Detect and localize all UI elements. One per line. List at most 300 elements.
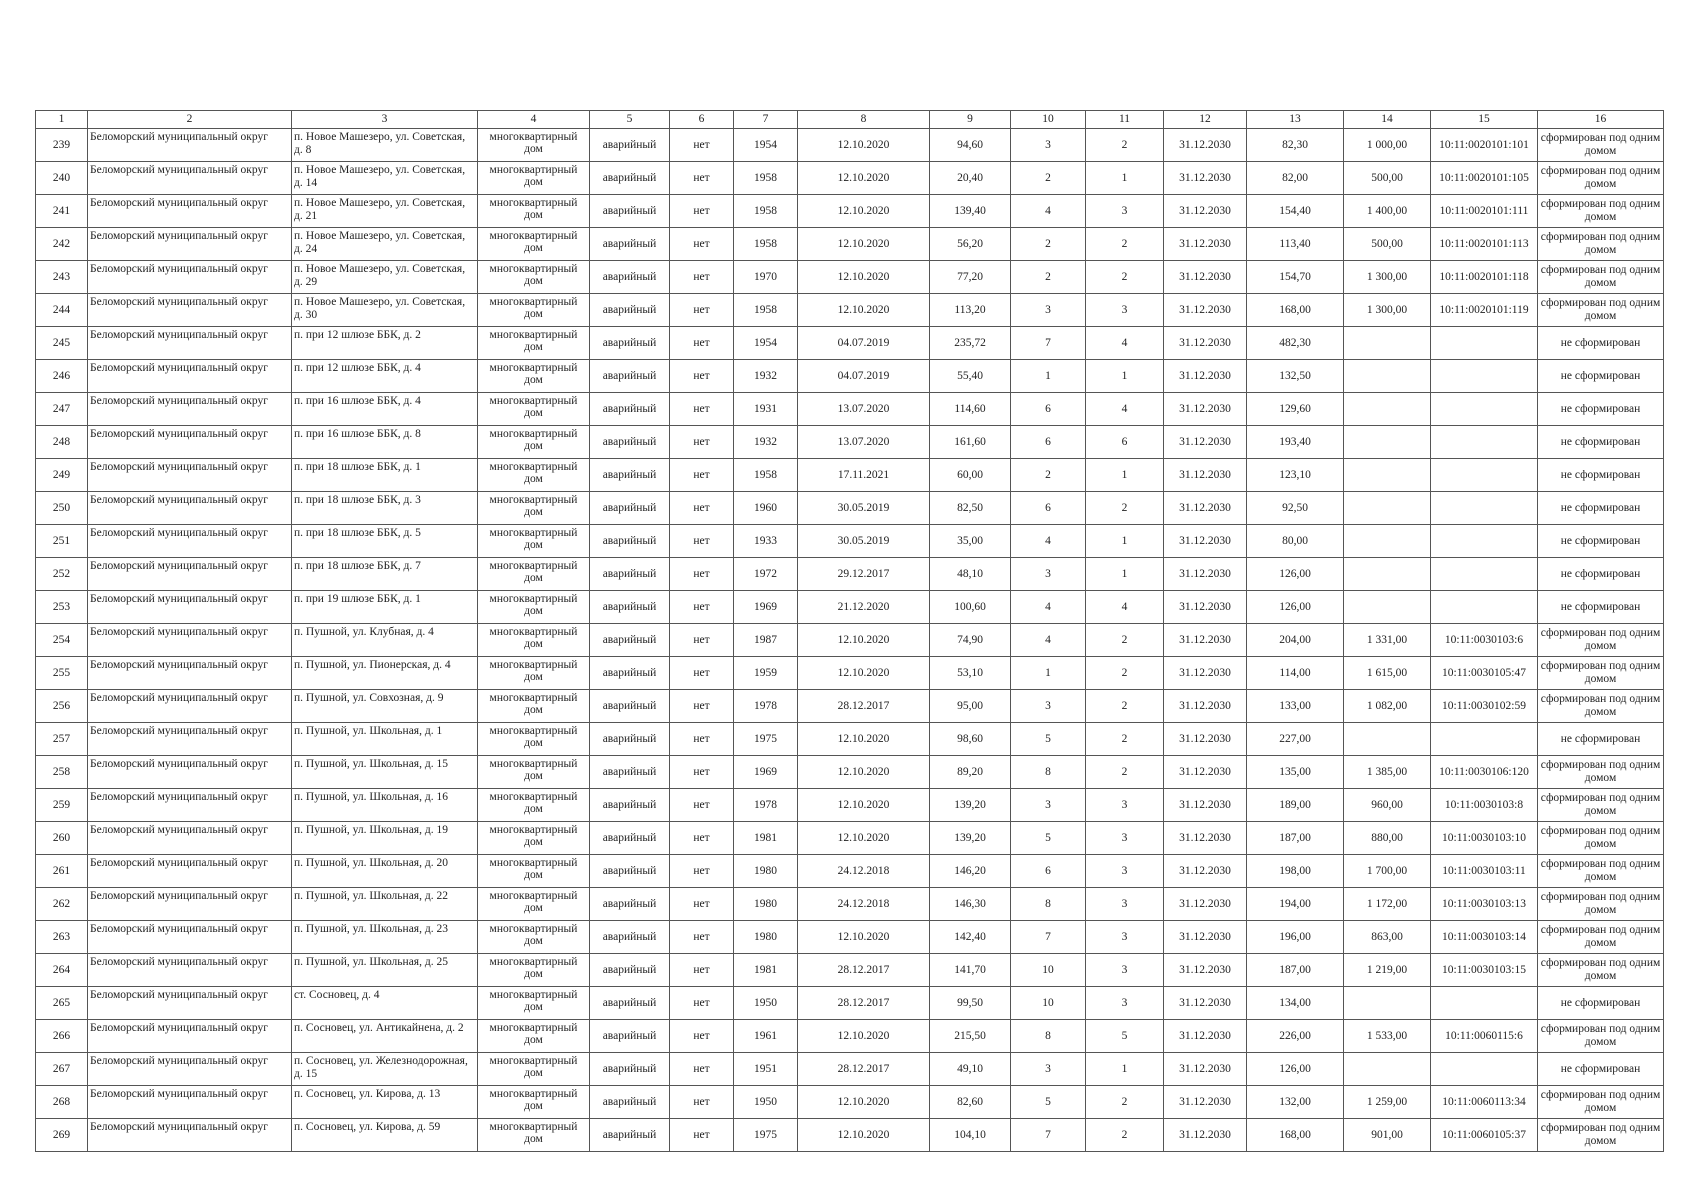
municipal-district-cell: Беломорский муниципальный округ <box>88 591 292 624</box>
recognition-date-cell: 12.10.2020 <box>798 756 930 789</box>
table-row <box>36 1053 1664 1086</box>
flag-cell: нет <box>670 558 734 591</box>
flag-cell: нет <box>670 1020 734 1053</box>
house-type-cell: многоквартирный дом <box>478 822 590 855</box>
house-type-cell: многоквартирный дом <box>478 327 590 360</box>
area-cell: 139,20 <box>930 822 1011 855</box>
rooms-cell: 3 <box>1086 954 1164 987</box>
flag-cell: нет <box>670 690 734 723</box>
row-number-cell: 263 <box>36 921 88 954</box>
cadastral-number-cell <box>1431 987 1538 1020</box>
residents-cell: 5 <box>1011 723 1086 756</box>
row-number-cell: 258 <box>36 756 88 789</box>
residents-cell: 8 <box>1011 1020 1086 1053</box>
area-cell: 20,40 <box>930 162 1011 195</box>
cadastral-number-cell: 10:11:0020101:113 <box>1431 228 1538 261</box>
municipal-district-cell: Беломорский муниципальный округ <box>88 393 292 426</box>
flag-cell: нет <box>670 195 734 228</box>
land-area-cell: 1 700,00 <box>1344 855 1431 888</box>
flag-cell: нет <box>670 657 734 690</box>
condition-cell: аварийный <box>590 162 670 195</box>
residents-cell: 8 <box>1011 756 1086 789</box>
area-cell: 94,60 <box>930 129 1011 162</box>
recognition-date-cell: 04.07.2019 <box>798 360 930 393</box>
house-type-cell: многоквартирный дом <box>478 228 590 261</box>
land-area-cell: 880,00 <box>1344 822 1431 855</box>
build-year-cell: 1932 <box>734 426 798 459</box>
condition-cell: аварийный <box>590 789 670 822</box>
address-cell: п. Новое Машезеро, ул. Советская, д. 8 <box>292 129 478 162</box>
land-status-cell: не сформирован <box>1538 492 1664 525</box>
table-row <box>36 327 1664 360</box>
residents-cell: 5 <box>1011 1086 1086 1119</box>
resettlement-deadline-cell: 31.12.2030 <box>1164 162 1247 195</box>
table-row <box>36 393 1664 426</box>
land-status-cell: сформирован под одним домом <box>1538 888 1664 921</box>
row-number-cell: 243 <box>36 261 88 294</box>
land-area-cell: 1 331,00 <box>1344 624 1431 657</box>
table-row <box>36 261 1664 294</box>
condition-cell: аварийный <box>590 756 670 789</box>
municipal-district-cell: Беломорский муниципальный округ <box>88 492 292 525</box>
land-status-cell: не сформирован <box>1538 525 1664 558</box>
cadastral-number-cell: 10:11:0030106:120 <box>1431 756 1538 789</box>
condition-cell: аварийный <box>590 294 670 327</box>
house-type-cell: многоквартирный дом <box>478 1020 590 1053</box>
area-cell: 48,10 <box>930 558 1011 591</box>
municipal-district-cell: Беломорский муниципальный округ <box>88 855 292 888</box>
municipal-district-cell: Беломорский муниципальный округ <box>88 657 292 690</box>
row-number-cell: 251 <box>36 525 88 558</box>
recognition-date-cell: 30.05.2019 <box>798 492 930 525</box>
recognition-date-cell: 12.10.2020 <box>798 294 930 327</box>
column-header: 4 <box>478 111 590 129</box>
recognition-date-cell: 04.07.2019 <box>798 327 930 360</box>
build-year-cell: 1987 <box>734 624 798 657</box>
row-number-cell: 267 <box>36 1053 88 1086</box>
flag-cell: нет <box>670 294 734 327</box>
house-type-cell: многоквартирный дом <box>478 459 590 492</box>
table-row <box>36 888 1664 921</box>
build-year-cell: 1950 <box>734 1086 798 1119</box>
row-number-cell: 249 <box>36 459 88 492</box>
row-number-cell: 242 <box>36 228 88 261</box>
total-area-cell: 80,00 <box>1247 525 1344 558</box>
condition-cell: аварийный <box>590 1053 670 1086</box>
flag-cell: нет <box>670 954 734 987</box>
land-area-cell <box>1344 1053 1431 1086</box>
total-area-cell: 114,00 <box>1247 657 1344 690</box>
house-type-cell: многоквартирный дом <box>478 855 590 888</box>
table-row <box>36 987 1664 1020</box>
address-cell: п. Пушной, ул. Школьная, д. 20 <box>292 855 478 888</box>
row-number-cell: 246 <box>36 360 88 393</box>
cadastral-number-cell <box>1431 360 1538 393</box>
rooms-cell: 2 <box>1086 1119 1164 1152</box>
recognition-date-cell: 12.10.2020 <box>798 1020 930 1053</box>
row-number-cell: 239 <box>36 129 88 162</box>
land-status-cell: сформирован под одним домом <box>1538 261 1664 294</box>
land-status-cell: не сформирован <box>1538 459 1664 492</box>
total-area-cell: 132,00 <box>1247 1086 1344 1119</box>
land-area-cell: 1 300,00 <box>1344 261 1431 294</box>
build-year-cell: 1978 <box>734 690 798 723</box>
row-number-cell: 264 <box>36 954 88 987</box>
house-type-cell: многоквартирный дом <box>478 393 590 426</box>
row-number-cell: 253 <box>36 591 88 624</box>
cadastral-number-cell <box>1431 492 1538 525</box>
area-cell: 74,90 <box>930 624 1011 657</box>
table-row <box>36 690 1664 723</box>
area-cell: 99,50 <box>930 987 1011 1020</box>
resettlement-deadline-cell: 31.12.2030 <box>1164 129 1247 162</box>
land-status-cell: сформирован под одним домом <box>1538 954 1664 987</box>
flag-cell: нет <box>670 888 734 921</box>
area-cell: 139,20 <box>930 789 1011 822</box>
total-area-cell: 126,00 <box>1247 1053 1344 1086</box>
row-number-cell: 260 <box>36 822 88 855</box>
land-area-cell <box>1344 723 1431 756</box>
house-type-cell: многоквартирный дом <box>478 723 590 756</box>
land-area-cell: 960,00 <box>1344 789 1431 822</box>
total-area-cell: 187,00 <box>1247 954 1344 987</box>
house-type-cell: многоквартирный дом <box>478 1119 590 1152</box>
build-year-cell: 1970 <box>734 261 798 294</box>
address-cell: п. при 12 шлюзе ББК, д. 2 <box>292 327 478 360</box>
total-area-cell: 133,00 <box>1247 690 1344 723</box>
house-type-cell: многоквартирный дом <box>478 261 590 294</box>
area-cell: 113,20 <box>930 294 1011 327</box>
municipal-district-cell: Беломорский муниципальный округ <box>88 624 292 657</box>
condition-cell: аварийный <box>590 624 670 657</box>
total-area-cell: 198,00 <box>1247 855 1344 888</box>
resettlement-deadline-cell: 31.12.2030 <box>1164 657 1247 690</box>
build-year-cell: 1932 <box>734 360 798 393</box>
resettlement-deadline-cell: 31.12.2030 <box>1164 558 1247 591</box>
row-number-cell: 244 <box>36 294 88 327</box>
municipal-district-cell: Беломорский муниципальный округ <box>88 228 292 261</box>
recognition-date-cell: 12.10.2020 <box>798 162 930 195</box>
land-area-cell: 1 385,00 <box>1344 756 1431 789</box>
condition-cell: аварийный <box>590 195 670 228</box>
build-year-cell: 1975 <box>734 1119 798 1152</box>
land-area-cell <box>1344 525 1431 558</box>
recognition-date-cell: 12.10.2020 <box>798 723 930 756</box>
address-cell: п. Сосновец, ул. Железнодорожная, д. 15 <box>292 1053 478 1086</box>
row-number-cell: 262 <box>36 888 88 921</box>
house-type-cell: многоквартирный дом <box>478 1086 590 1119</box>
land-status-cell: не сформирован <box>1538 591 1664 624</box>
row-number-cell: 269 <box>36 1119 88 1152</box>
residents-cell: 7 <box>1011 1119 1086 1152</box>
column-header: 2 <box>88 111 292 129</box>
area-cell: 82,60 <box>930 1086 1011 1119</box>
build-year-cell: 1969 <box>734 591 798 624</box>
recognition-date-cell: 12.10.2020 <box>798 921 930 954</box>
row-number-cell: 261 <box>36 855 88 888</box>
rooms-cell: 3 <box>1086 822 1164 855</box>
house-type-cell: многоквартирный дом <box>478 789 590 822</box>
recognition-date-cell: 28.12.2017 <box>798 690 930 723</box>
housing-table <box>35 110 1664 1152</box>
area-cell: 53,10 <box>930 657 1011 690</box>
land-status-cell: сформирован под одним домом <box>1538 1086 1664 1119</box>
municipal-district-cell: Беломорский муниципальный округ <box>88 789 292 822</box>
cadastral-number-cell <box>1431 459 1538 492</box>
land-area-cell <box>1344 426 1431 459</box>
flag-cell: нет <box>670 1053 734 1086</box>
rooms-cell: 2 <box>1086 756 1164 789</box>
recognition-date-cell: 28.12.2017 <box>798 1053 930 1086</box>
area-cell: 141,70 <box>930 954 1011 987</box>
build-year-cell: 1958 <box>734 294 798 327</box>
row-number-cell: 255 <box>36 657 88 690</box>
house-type-cell: многоквартирный дом <box>478 591 590 624</box>
build-year-cell: 1978 <box>734 789 798 822</box>
land-status-cell: сформирован под одним домом <box>1538 789 1664 822</box>
resettlement-deadline-cell: 31.12.2030 <box>1164 822 1247 855</box>
recognition-date-cell: 12.10.2020 <box>798 129 930 162</box>
municipal-district-cell: Беломорский муниципальный округ <box>88 921 292 954</box>
resettlement-deadline-cell: 31.12.2030 <box>1164 1086 1247 1119</box>
cadastral-number-cell: 10:11:0060113:34 <box>1431 1086 1538 1119</box>
house-type-cell: многоквартирный дом <box>478 162 590 195</box>
land-area-cell: 863,00 <box>1344 921 1431 954</box>
house-type-cell: многоквартирный дом <box>478 624 590 657</box>
land-status-cell: сформирован под одним домом <box>1538 228 1664 261</box>
rooms-cell: 2 <box>1086 1086 1164 1119</box>
rooms-cell: 3 <box>1086 921 1164 954</box>
flag-cell: нет <box>670 822 734 855</box>
table-row <box>36 657 1664 690</box>
cadastral-number-cell: 10:11:0060105:37 <box>1431 1119 1538 1152</box>
land-area-cell <box>1344 393 1431 426</box>
flag-cell: нет <box>670 1119 734 1152</box>
row-number-cell: 254 <box>36 624 88 657</box>
address-cell: п. Пушной, ул. Клубная, д. 4 <box>292 624 478 657</box>
residents-cell: 2 <box>1011 261 1086 294</box>
total-area-cell: 227,00 <box>1247 723 1344 756</box>
recognition-date-cell: 29.12.2017 <box>798 558 930 591</box>
table-row <box>36 822 1664 855</box>
land-area-cell <box>1344 591 1431 624</box>
cadastral-number-cell: 10:11:0030103:14 <box>1431 921 1538 954</box>
row-number-cell: 241 <box>36 195 88 228</box>
condition-cell: аварийный <box>590 393 670 426</box>
build-year-cell: 1958 <box>734 162 798 195</box>
area-cell: 235,72 <box>930 327 1011 360</box>
municipal-district-cell: Беломорский муниципальный округ <box>88 195 292 228</box>
condition-cell: аварийный <box>590 954 670 987</box>
table-row <box>36 1119 1664 1152</box>
table-row <box>36 294 1664 327</box>
cadastral-number-cell: 10:11:0020101:118 <box>1431 261 1538 294</box>
land-area-cell: 1 615,00 <box>1344 657 1431 690</box>
table-row <box>36 459 1664 492</box>
condition-cell: аварийный <box>590 327 670 360</box>
build-year-cell: 1972 <box>734 558 798 591</box>
land-area-cell: 1 000,00 <box>1344 129 1431 162</box>
table-row <box>36 360 1664 393</box>
residents-cell: 3 <box>1011 558 1086 591</box>
rooms-cell: 2 <box>1086 657 1164 690</box>
flag-cell: нет <box>670 393 734 426</box>
rooms-cell: 4 <box>1086 327 1164 360</box>
land-status-cell: сформирован под одним домом <box>1538 129 1664 162</box>
cadastral-number-cell <box>1431 591 1538 624</box>
row-number-cell: 248 <box>36 426 88 459</box>
rooms-cell: 2 <box>1086 492 1164 525</box>
land-status-cell: не сформирован <box>1538 723 1664 756</box>
residents-cell: 3 <box>1011 1053 1086 1086</box>
house-type-cell: многоквартирный дом <box>478 360 590 393</box>
resettlement-deadline-cell: 31.12.2030 <box>1164 888 1247 921</box>
cadastral-number-cell: 10:11:0060115:6 <box>1431 1020 1538 1053</box>
condition-cell: аварийный <box>590 822 670 855</box>
address-cell: п. при 18 шлюзе ББК, д. 1 <box>292 459 478 492</box>
address-cell: п. Пушной, ул. Школьная, д. 15 <box>292 756 478 789</box>
cadastral-number-cell: 10:11:0020101:101 <box>1431 129 1538 162</box>
cadastral-number-cell: 10:11:0020101:105 <box>1431 162 1538 195</box>
resettlement-deadline-cell: 31.12.2030 <box>1164 921 1247 954</box>
recognition-date-cell: 12.10.2020 <box>798 1086 930 1119</box>
recognition-date-cell: 12.10.2020 <box>798 261 930 294</box>
condition-cell: аварийный <box>590 723 670 756</box>
municipal-district-cell: Беломорский муниципальный округ <box>88 129 292 162</box>
condition-cell: аварийный <box>590 492 670 525</box>
build-year-cell: 1954 <box>734 129 798 162</box>
residents-cell: 2 <box>1011 162 1086 195</box>
cadastral-number-cell: 10:11:0020101:119 <box>1431 294 1538 327</box>
rooms-cell: 6 <box>1086 426 1164 459</box>
address-cell: п. Пушной, ул. Школьная, д. 23 <box>292 921 478 954</box>
condition-cell: аварийный <box>590 360 670 393</box>
municipal-district-cell: Беломорский муниципальный округ <box>88 756 292 789</box>
residents-cell: 4 <box>1011 624 1086 657</box>
flag-cell: нет <box>670 492 734 525</box>
resettlement-deadline-cell: 31.12.2030 <box>1164 360 1247 393</box>
resettlement-deadline-cell: 31.12.2030 <box>1164 228 1247 261</box>
area-cell: 146,20 <box>930 855 1011 888</box>
address-cell: п. Сосновец, ул. Кирова, д. 13 <box>292 1086 478 1119</box>
address-cell: п. Пушной, ул. Школьная, д. 16 <box>292 789 478 822</box>
rooms-cell: 1 <box>1086 558 1164 591</box>
cadastral-number-cell: 10:11:0030103:10 <box>1431 822 1538 855</box>
address-cell: п. Пушной, ул. Школьная, д. 22 <box>292 888 478 921</box>
rooms-cell: 1 <box>1086 162 1164 195</box>
address-cell: п. Новое Машезеро, ул. Советская, д. 29 <box>292 261 478 294</box>
recognition-date-cell: 12.10.2020 <box>798 789 930 822</box>
land-status-cell: сформирован под одним домом <box>1538 657 1664 690</box>
residents-cell: 4 <box>1011 591 1086 624</box>
rooms-cell: 2 <box>1086 228 1164 261</box>
residents-cell: 5 <box>1011 822 1086 855</box>
total-area-cell: 82,30 <box>1247 129 1344 162</box>
address-cell: п. при 19 шлюзе ББК, д. 1 <box>292 591 478 624</box>
condition-cell: аварийный <box>590 591 670 624</box>
table-row <box>36 591 1664 624</box>
flag-cell: нет <box>670 525 734 558</box>
resettlement-deadline-cell: 31.12.2030 <box>1164 690 1247 723</box>
recognition-date-cell: 12.10.2020 <box>798 657 930 690</box>
row-number-cell: 252 <box>36 558 88 591</box>
row-number-cell: 240 <box>36 162 88 195</box>
address-cell: п. при 16 шлюзе ББК, д. 4 <box>292 393 478 426</box>
residents-cell: 6 <box>1011 492 1086 525</box>
table-row <box>36 162 1664 195</box>
table-row <box>36 855 1664 888</box>
row-number-cell: 250 <box>36 492 88 525</box>
column-header: 14 <box>1344 111 1431 129</box>
row-number-cell: 266 <box>36 1020 88 1053</box>
municipal-district-cell: Беломорский муниципальный округ <box>88 525 292 558</box>
column-header: 5 <box>590 111 670 129</box>
area-cell: 55,40 <box>930 360 1011 393</box>
municipal-district-cell: Беломорский муниципальный округ <box>88 888 292 921</box>
resettlement-deadline-cell: 31.12.2030 <box>1164 1053 1247 1086</box>
area-cell: 35,00 <box>930 525 1011 558</box>
table-row <box>36 789 1664 822</box>
rooms-cell: 1 <box>1086 459 1164 492</box>
condition-cell: аварийный <box>590 1086 670 1119</box>
address-cell: п. Пушной, ул. Школьная, д. 25 <box>292 954 478 987</box>
area-cell: 215,50 <box>930 1020 1011 1053</box>
residents-cell: 2 <box>1011 228 1086 261</box>
house-type-cell: многоквартирный дом <box>478 987 590 1020</box>
residents-cell: 7 <box>1011 327 1086 360</box>
area-cell: 161,60 <box>930 426 1011 459</box>
recognition-date-cell: 24.12.2018 <box>798 855 930 888</box>
rooms-cell: 5 <box>1086 1020 1164 1053</box>
table-row <box>36 228 1664 261</box>
resettlement-deadline-cell: 31.12.2030 <box>1164 723 1247 756</box>
recognition-date-cell: 12.10.2020 <box>798 228 930 261</box>
column-header: 1 <box>36 111 88 129</box>
land-status-cell: сформирован под одним домом <box>1538 855 1664 888</box>
municipal-district-cell: Беломорский муниципальный округ <box>88 294 292 327</box>
house-type-cell: многоквартирный дом <box>478 921 590 954</box>
cadastral-number-cell <box>1431 426 1538 459</box>
recognition-date-cell: 12.10.2020 <box>798 1119 930 1152</box>
resettlement-deadline-cell: 31.12.2030 <box>1164 591 1247 624</box>
land-area-cell: 1 082,00 <box>1344 690 1431 723</box>
land-status-cell: не сформирован <box>1538 360 1664 393</box>
land-area-cell: 500,00 <box>1344 162 1431 195</box>
total-area-cell: 187,00 <box>1247 822 1344 855</box>
row-number-cell: 268 <box>36 1086 88 1119</box>
rooms-cell: 2 <box>1086 723 1164 756</box>
resettlement-deadline-cell: 31.12.2030 <box>1164 195 1247 228</box>
address-cell: п. при 18 шлюзе ББК, д. 7 <box>292 558 478 591</box>
residents-cell: 3 <box>1011 690 1086 723</box>
address-cell: п. Новое Машезеро, ул. Советская, д. 14 <box>292 162 478 195</box>
land-status-cell: не сформирован <box>1538 558 1664 591</box>
recognition-date-cell: 12.10.2020 <box>798 624 930 657</box>
build-year-cell: 1931 <box>734 393 798 426</box>
area-cell: 56,20 <box>930 228 1011 261</box>
flag-cell: нет <box>670 360 734 393</box>
municipal-district-cell: Беломорский муниципальный округ <box>88 723 292 756</box>
flag-cell: нет <box>670 591 734 624</box>
resettlement-deadline-cell: 31.12.2030 <box>1164 492 1247 525</box>
table-row <box>36 624 1664 657</box>
table-row <box>36 921 1664 954</box>
residents-cell: 4 <box>1011 525 1086 558</box>
area-cell: 98,60 <box>930 723 1011 756</box>
total-area-cell: 193,40 <box>1247 426 1344 459</box>
rooms-cell: 4 <box>1086 591 1164 624</box>
residents-cell: 4 <box>1011 195 1086 228</box>
